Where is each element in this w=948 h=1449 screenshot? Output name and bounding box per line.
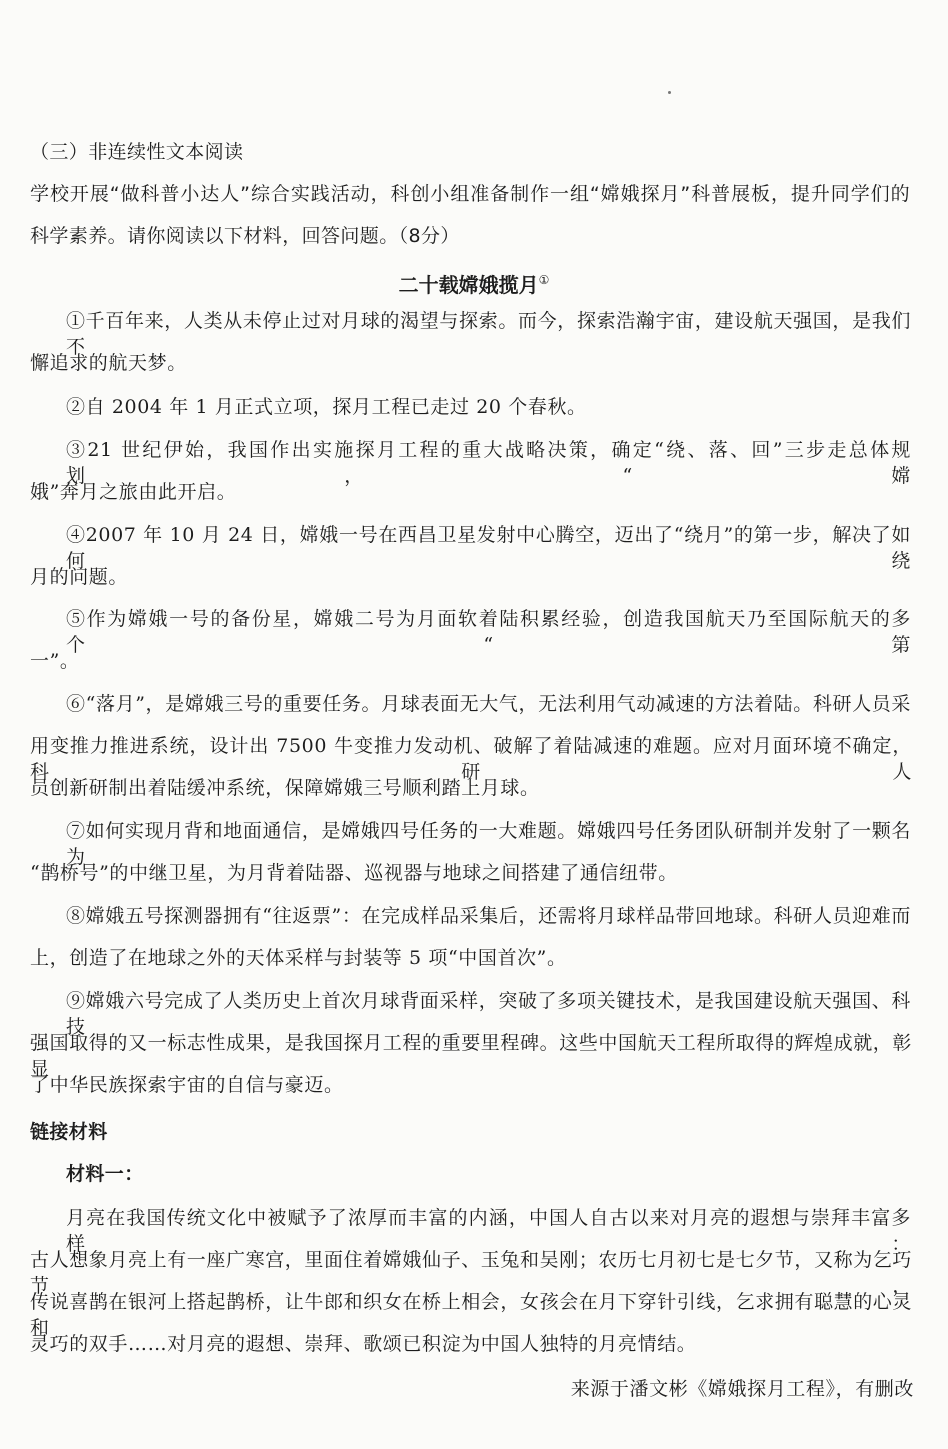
- paragraph-9-line-1: ⑨嫦娥六号完成了人类历史上首次月球背面采样，突破了多项关键技术，是我国建设航天强国、科技: [66, 990, 911, 1038]
- paragraph-6-line-2: 用变推力推进系统，设计出 7500 牛变推力发动机、破解了着陆减速的难题。应对月面环境不确定，科研人: [30, 735, 912, 783]
- paragraph-1-line-2: 懈追求的航天梦。: [30, 352, 187, 374]
- paragraph-9-line-2: 强国取得的又一标志性成果，是我国探月工程的重要里程碑。这些中国航天工程所取得的辉煌成就，彰显: [30, 1032, 913, 1080]
- paragraph-3-line-2: 娥”奔月之旅由此开启。: [30, 481, 237, 503]
- material-1-line-2: 古人想象月亮上有一座广寒宫，里面住着嫦娥仙子、玉兔和吴刚；农历七月初七是七夕节，又称为乞巧节，: [30, 1249, 913, 1297]
- intro-line-2: 科学素养。请你阅读以下材料，回答问题。（8分）: [30, 225, 460, 247]
- paragraph-7-line-2: “鹊桥号”的中继卫星，为月背着陆器、巡视器与地球之间搭建了通信纽带。: [30, 862, 678, 884]
- paragraph-8-line-1: ⑧嫦娥五号探测器拥有“往返票”：在完成样品采集后，还需将月球样品带回地球。科研人员迎难而: [66, 905, 911, 927]
- material-1-line-1: 月亮在我国传统文化中被赋予了浓厚而丰富的内涵，中国人自古以来对月亮的遐想与崇拜丰富多样：: [66, 1207, 911, 1255]
- paragraph-1-line-1: ①千百年来，人类从未停止过对月球的渴望与探索。而今，探索浩瀚宇宙，建设航天强国，是我们不: [66, 310, 911, 358]
- paragraph-7-line-1: ⑦如何实现月背和地面通信，是嫦娥四号任务的一大难题。嫦娥四号任务团队研制并发射了一颗名为: [66, 820, 911, 868]
- material-1-label: 材料一：: [66, 1163, 144, 1185]
- paragraph-3-line-1: ③21 世纪伊始，我国作出实施探月工程的重大战略决策，确定“绕、落、回”三步走总体规划，“嫦: [66, 439, 911, 487]
- paragraph-4-line-1: ④2007 年 10 月 24 日，嫦娥一号在西昌卫星发射中心腾空，迈出了“绕月”的第一步，解决了如何绕: [66, 524, 911, 572]
- paragraph-6-line-1: ⑥“落月”，是嫦娥三号的重要任务。月球表面无大气，无法利用气动减速的方法着陆。科研人员采: [66, 693, 911, 715]
- material-1-line-4: 灵巧的双手……对月亮的遐想、崇拜、歌颂已积淀为中国人独特的月亮情结。: [30, 1333, 697, 1355]
- intro-line-1: 学校开展“做科普小达人”综合实践活动，科创小组准备制作一组“嫦娥探月”科普展板，提升同学们的: [30, 183, 910, 205]
- paragraph-5-line-1: ⑤作为嫦娥一号的备份星，嫦娥二号为月面软着陆积累经验，创造我国航天乃至国际航天的多个“第: [66, 608, 911, 656]
- material-1-line-3: 传说喜鹊在银河上搭起鹊桥，让牛郎和织女在桥上相会，女孩会在月下穿针引线，乞求拥有聪慧的心灵和: [30, 1291, 913, 1339]
- article-title: [0, 266, 948, 299]
- paragraph-6-line-3: 员创新研制出着陆缓冲系统，保障嫦娥三号顺利踏上月球。: [30, 777, 540, 799]
- paragraph-4-line-2: 月的问题。: [30, 566, 129, 588]
- scan-speck: [668, 91, 671, 94]
- links-heading: 链接材料: [30, 1121, 108, 1143]
- paragraph-9-line-3: 了中华民族探索宇宙的自信与豪迈。: [30, 1074, 344, 1096]
- paragraph-8-line-2: 上，创造了在地球之外的天体采样与封装等 5 项“中国首次”。: [30, 947, 567, 969]
- paragraph-2-line-1: ②自 2004 年 1 月正式立项，探月工程已走过 20 个春秋。: [66, 396, 587, 418]
- paragraph-5-line-2: 一”。: [30, 650, 80, 672]
- article-title-text: 二十载嫦娥揽月: [398, 273, 539, 297]
- source-citation: 来源于潘文彬《嫦娥探月工程》，有删改: [570, 1378, 914, 1400]
- section-heading: （三）非连续性文本阅读: [30, 141, 244, 163]
- article-title-footnote: ①: [538, 273, 550, 287]
